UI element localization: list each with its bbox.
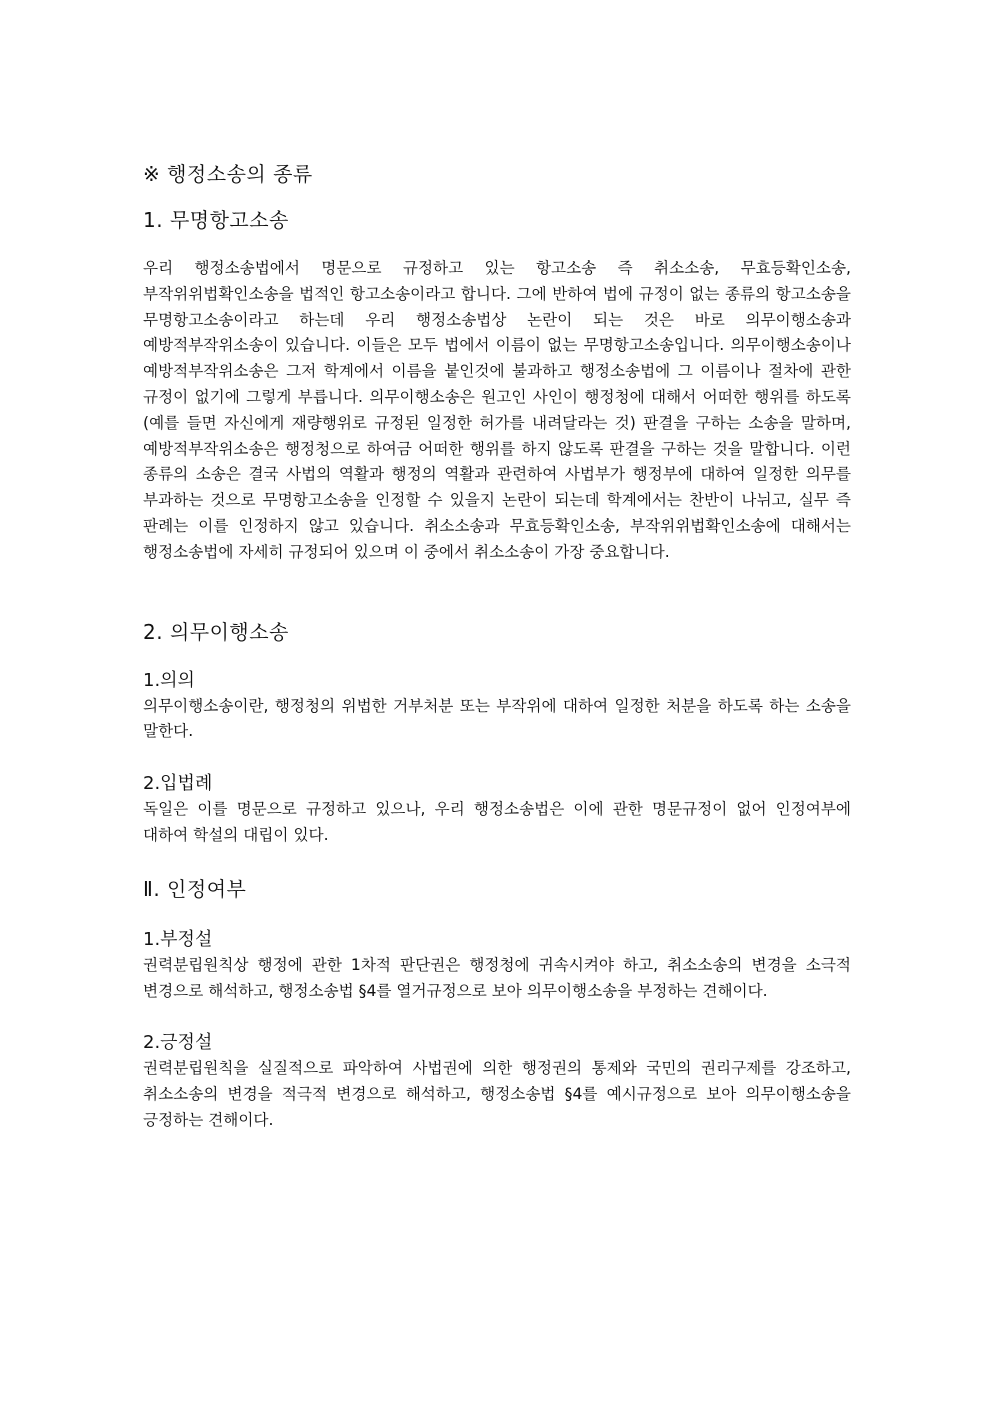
negative-subheading: 1.부정설 <box>143 928 213 950</box>
section1-body: 우리 행정소송법에서 명문으로 규정하고 있는 항고소송 즉 취소소송, 무효등확인소송, 부작위위법확인소송을 법적인 항고소송이라고 합니다. 그에 반하여 법에 규정이 없는 종류의 항고소송을 무명항고소송이라고 하는데 우리 행정소송법상 논란이 되는 것은 바로 의무이행소송과 예방적부작위소송이 있습니다. 이들은 모두 법에서 이름이 없는 무명항고소송입니다. 의무이행소송이나 예방적부작위소송은 그저 학계에서 이름을 붙인것에 불과하고 행정소송법에 그 이름이나 절차에 관한 규정이 없기에 그렇게 부릅니다. 의무이행소송은 원고인 사인이 행정청에 대해서 어떠한 행위를 하도록(예를 들면 자신에게 재량행위로 규정된 일정한 허가를 내려달라는 것) 판결을 구하는 소송을 말하며, 예방적부작위소송은 행정청으로 하여금 어떠한 행위를 하지 않도록 판결을 구하는 것을 말합니다. 이런 종류의 소송은 결국 사법의 역활과 행정의 역활과 관련하여 사법부가 행정부에 대하여 일정한 의무를 부과하는 것으로 무명항고소송을 인정할 수 있을지 논란이 되는데 학계에서는 찬반이 나뉘고, 실무 즉 판례는 이를 인정하지 않고 있습니다. 취소소송과 무효등확인소송, 부작위위법확인소송에 대해서는 행정소송법에 자세히 규정되어 있으며 이 중에서 취소소송이 가장 중요합니다. <box>143 259 851 561</box>
section1-heading: 1. 무명항고소송 <box>143 208 289 232</box>
positive-body: 권력분립원칙을 실질적으로 파악하여 사법권에 의한 행정권의 통제와 국민의 권리구제를 강조하고, 취소소송의 변경을 적극적 변경으로 해석하고, 행정소송법 §4를 예시규정으로 보아 의무이행소송을 긍정하는 견해이다. <box>143 1059 851 1129</box>
section3-heading: Ⅱ. 인정여부 <box>143 876 247 901</box>
document-page <box>143 160 851 1134</box>
legislation-subheading: 2.입법례 <box>143 773 213 795</box>
document-title: ※ 행정소송의 종류 <box>143 162 313 186</box>
positive-subheading: 2.긍정설 <box>143 1032 213 1054</box>
meaning-body: 의무이행소송이란, 행정청의 위법한 거부처분 또는 부작위에 대하여 일정한 처분을 하도록 하는 소송을 말한다. <box>143 696 851 741</box>
negative-body: 권력분립원칙상 행정에 관한 1차적 판단권은 행정청에 귀속시켜야 하고, 취소소송의 변경을 소극적 변경으로 해석하고, 행정소송법 §4를 열거규정으로 보아 의무이행소송을 부정하는 견해이다. <box>143 955 851 1000</box>
meaning-subheading: 1.의의 <box>143 669 195 691</box>
section2-heading: 2. 의무이행소송 <box>143 619 289 644</box>
legislation-body: 독일은 이를 명문으로 규정하고 있으나, 우리 행정소송법은 이에 관한 명문규정이 없어 인정여부에 대하여 학설의 대립이 있다. <box>143 800 851 844</box>
